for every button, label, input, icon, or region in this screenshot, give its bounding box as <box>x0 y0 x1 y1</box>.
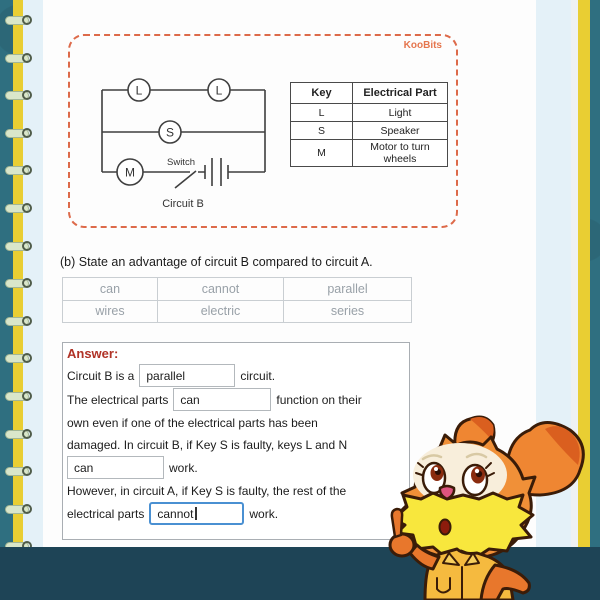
text-cursor <box>195 507 197 520</box>
word-bank-option: cannot <box>158 278 283 300</box>
key-table-row <box>291 140 448 167</box>
switch-symbol <box>175 171 196 188</box>
circuit-caption: Circuit B <box>162 198 204 210</box>
binder-ring <box>5 430 29 439</box>
answer-text: circuit. <box>240 368 276 383</box>
answer-blank-value: parallel <box>146 368 186 383</box>
binder-ring <box>5 16 29 25</box>
answer-blank-input[interactable] <box>173 388 271 411</box>
key-table-header-part: Electrical Part <box>353 83 448 104</box>
battery-symbol <box>205 158 228 186</box>
binder-ring <box>5 54 29 63</box>
binder-ring <box>5 166 29 175</box>
binder-ring <box>5 317 29 326</box>
answer-text: Circuit B is a <box>67 368 135 383</box>
answer-text: function on their <box>276 392 362 407</box>
key-table-body <box>291 104 448 167</box>
answer-blank-value: cannot <box>157 506 194 521</box>
answer-blank-value: can <box>74 460 94 475</box>
component-label-l1: L <box>135 83 143 98</box>
mascot <box>385 415 600 600</box>
component-label-m: M <box>125 165 135 180</box>
key-table <box>290 82 448 167</box>
answer-line <box>67 502 405 525</box>
answer-line <box>67 456 405 479</box>
answer-text: electrical parts <box>67 506 145 521</box>
mascot-pointing-finger <box>392 509 402 537</box>
answer-lines <box>67 364 405 525</box>
answer-blank-input[interactable] <box>67 456 164 479</box>
koobits-watermark: KooBits <box>403 40 442 51</box>
key-cell: M <box>291 140 353 167</box>
answer-blank-value: can <box>180 392 200 407</box>
binder-ring-hole <box>22 53 32 63</box>
key-table-header-key: Key <box>291 83 353 104</box>
binder-ring <box>5 279 29 288</box>
switch-label: Switch <box>167 157 195 168</box>
binder-ring <box>5 392 29 401</box>
part-cell: Motor to turn wheels <box>353 140 448 167</box>
key-cell: S <box>291 122 353 140</box>
answer-line <box>67 434 405 455</box>
answer-text: work. <box>249 506 279 521</box>
key-table-row <box>291 104 448 122</box>
answer-line <box>67 364 405 387</box>
part-cell: Light <box>353 104 448 122</box>
answer-line <box>67 412 405 433</box>
binder-ring-hole <box>22 241 32 251</box>
binder-ring <box>5 354 29 363</box>
key-cell: L <box>291 104 353 122</box>
mascot-nose <box>440 486 454 499</box>
answer-blank-input[interactable] <box>139 364 235 387</box>
answer-text: own even if one of the electrical parts has been <box>67 415 318 430</box>
part-cell: Speaker <box>353 122 448 140</box>
answer-text: damaged. In circuit B, if Key S is faulty, keys L and N <box>67 437 348 452</box>
word-bank <box>62 277 412 323</box>
mascot-mouth <box>440 520 451 535</box>
key-table-row <box>291 122 448 140</box>
binder-ring-hole <box>22 203 32 213</box>
word-bank-option: parallel <box>284 278 411 300</box>
binder-ring-hole <box>22 128 32 138</box>
key-table-header-row <box>291 83 448 104</box>
binder-ring-hole <box>22 429 32 439</box>
binder-ring <box>5 129 29 138</box>
question-text: (b) State an advantage of circuit B compared to circuit A. <box>60 255 373 269</box>
binder-ring <box>5 505 29 514</box>
word-bank-option: electric <box>158 301 283 323</box>
binder-ring <box>5 467 29 476</box>
answer-heading: Answer: <box>67 346 119 361</box>
binder-ring <box>5 204 29 213</box>
binder-ring-hole <box>22 391 32 401</box>
answer-box <box>62 342 410 540</box>
answer-line <box>67 388 405 411</box>
answer-text: The electrical parts <box>67 392 169 407</box>
answer-blank-input[interactable] <box>149 502 244 525</box>
binder-ring <box>5 242 29 251</box>
answer-line <box>67 480 405 501</box>
binder-ring <box>5 91 29 100</box>
circuit-diagram <box>95 70 280 215</box>
word-bank-option: wires <box>63 301 157 323</box>
binder-ring-hole <box>22 316 32 326</box>
answer-text: work. <box>169 460 198 475</box>
binder-ring-hole <box>22 504 32 514</box>
word-bank-option: can <box>63 278 157 300</box>
component-label-s: S <box>165 125 175 140</box>
component-label-l2: L <box>215 83 223 98</box>
binder-ring-hole <box>22 15 32 25</box>
answer-text: However, in circuit A, if Key S is faulty, the rest of the <box>67 483 347 498</box>
word-bank-option: series <box>284 301 411 323</box>
